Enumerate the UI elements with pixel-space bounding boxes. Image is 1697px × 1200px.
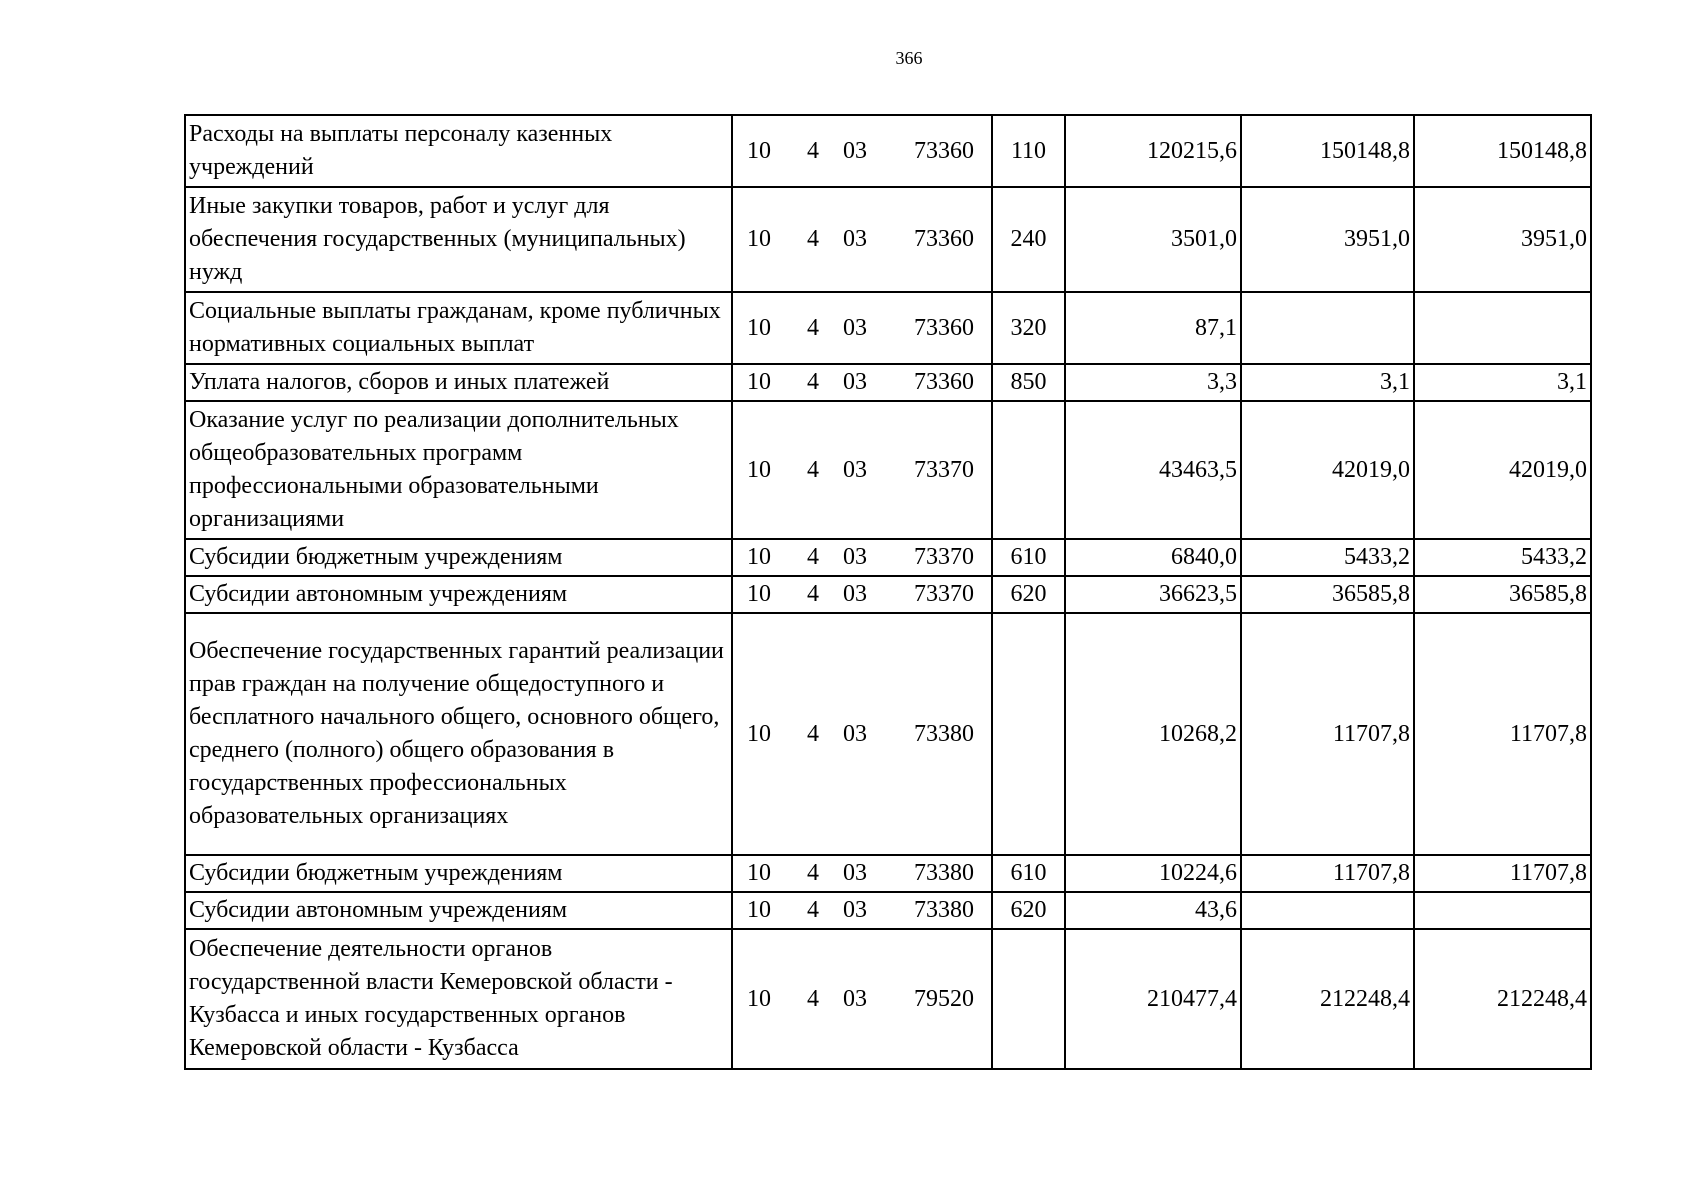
program-code: 4 bbox=[807, 985, 819, 1012]
row-name: Иные закупки товаров, работ и услуг для обеспечения государственных (муниципальных) нужд bbox=[185, 187, 732, 292]
program-code: 4 bbox=[807, 544, 819, 570]
year2-value: 5433,2 bbox=[1241, 539, 1414, 576]
section-code: 10 bbox=[747, 456, 771, 483]
program-code: 4 bbox=[807, 720, 819, 747]
section-code: 10 bbox=[747, 985, 771, 1012]
expense-type-code: 850 bbox=[992, 364, 1065, 401]
section-code: 10 bbox=[747, 860, 771, 886]
year1-value: 3501,0 bbox=[1065, 187, 1241, 292]
year1-value: 36623,5 bbox=[1065, 576, 1241, 613]
row-codes bbox=[732, 187, 992, 292]
year1-value: 10268,2 bbox=[1065, 613, 1241, 855]
year3-value bbox=[1414, 292, 1591, 364]
row-codes bbox=[732, 364, 992, 401]
year1-value: 120215,6 bbox=[1065, 115, 1241, 187]
row-name: Субсидии автономным учреждениям bbox=[185, 892, 732, 929]
row-name: Субсидии бюджетным учреждениям bbox=[185, 855, 732, 892]
subprogram-code: 03 bbox=[843, 985, 867, 1012]
direction-code: 73360 bbox=[914, 314, 974, 341]
direction-code: 79520 bbox=[914, 985, 974, 1012]
year2-value: 3951,0 bbox=[1241, 187, 1414, 292]
section-code: 10 bbox=[747, 137, 771, 164]
direction-code: 73360 bbox=[914, 137, 974, 164]
subprogram-code: 03 bbox=[843, 369, 867, 395]
table-row bbox=[185, 401, 1591, 539]
year1-value: 43,6 bbox=[1065, 892, 1241, 929]
year2-value: 36585,8 bbox=[1241, 576, 1414, 613]
year2-value: 150148,8 bbox=[1241, 115, 1414, 187]
section-code: 10 bbox=[747, 369, 771, 395]
table-row bbox=[185, 115, 1591, 187]
year3-value: 212248,4 bbox=[1414, 929, 1591, 1069]
subprogram-code: 03 bbox=[843, 897, 867, 923]
year3-value bbox=[1414, 892, 1591, 929]
direction-code: 73370 bbox=[914, 456, 974, 483]
section-code: 10 bbox=[747, 720, 771, 747]
table-row bbox=[185, 576, 1591, 613]
row-name: Обеспечение государственных гарантий реализации прав граждан на получение общедоступного и бесплатного начального общего, основного общего, среднего (полного) общего образования в государственных профессиональных образовательных организациях bbox=[185, 613, 732, 855]
year2-value bbox=[1241, 892, 1414, 929]
year1-value: 210477,4 bbox=[1065, 929, 1241, 1069]
row-name: Расходы на выплаты персоналу казенных учреждений bbox=[185, 115, 732, 187]
subprogram-code: 03 bbox=[843, 314, 867, 341]
year2-value bbox=[1241, 292, 1414, 364]
row-name: Оказание услуг по реализации дополнительных общеобразовательных программ профессиональными образовательными организациями bbox=[185, 401, 732, 539]
row-name: Уплата налогов, сборов и иных платежей bbox=[185, 364, 732, 401]
direction-code: 73380 bbox=[914, 897, 974, 923]
row-codes bbox=[732, 401, 992, 539]
row-name: Обеспечение деятельности органов государственной власти Кемеровской области - Кузбасса и иных государственных органов Кемеровской области - Кузбасса bbox=[185, 929, 732, 1069]
table-row bbox=[185, 292, 1591, 364]
year1-value: 87,1 bbox=[1065, 292, 1241, 364]
expense-type-code bbox=[992, 929, 1065, 1069]
row-codes bbox=[732, 539, 992, 576]
program-code: 4 bbox=[807, 314, 819, 341]
expense-type-code bbox=[992, 401, 1065, 539]
budget-table bbox=[184, 114, 1592, 1070]
year3-value: 11707,8 bbox=[1414, 855, 1591, 892]
subprogram-code: 03 bbox=[843, 720, 867, 747]
program-code: 4 bbox=[807, 456, 819, 483]
year3-value: 42019,0 bbox=[1414, 401, 1591, 539]
year3-value: 150148,8 bbox=[1414, 115, 1591, 187]
section-code: 10 bbox=[747, 897, 771, 923]
year2-value: 11707,8 bbox=[1241, 613, 1414, 855]
table-row bbox=[185, 187, 1591, 292]
direction-code: 73370 bbox=[914, 544, 974, 570]
row-codes bbox=[732, 892, 992, 929]
subprogram-code: 03 bbox=[843, 860, 867, 886]
year1-value: 6840,0 bbox=[1065, 539, 1241, 576]
row-name: Социальные выплаты гражданам, кроме публичных нормативных социальных выплат bbox=[185, 292, 732, 364]
subprogram-code: 03 bbox=[843, 544, 867, 570]
subprogram-code: 03 bbox=[843, 456, 867, 483]
table-row bbox=[185, 539, 1591, 576]
direction-code: 73380 bbox=[914, 720, 974, 747]
row-codes bbox=[732, 613, 992, 855]
year3-value: 36585,8 bbox=[1414, 576, 1591, 613]
direction-code: 73370 bbox=[914, 581, 974, 607]
direction-code: 73380 bbox=[914, 860, 974, 886]
year1-value: 3,3 bbox=[1065, 364, 1241, 401]
expense-type-code bbox=[992, 613, 1065, 855]
year3-value: 3,1 bbox=[1414, 364, 1591, 401]
expense-type-code: 610 bbox=[992, 855, 1065, 892]
page-number: 366 bbox=[895, 48, 923, 68]
year2-value: 42019,0 bbox=[1241, 401, 1414, 539]
expense-type-code: 320 bbox=[992, 292, 1065, 364]
year3-value: 5433,2 bbox=[1414, 539, 1591, 576]
program-code: 4 bbox=[807, 860, 819, 886]
year3-value: 11707,8 bbox=[1414, 613, 1591, 855]
year1-value: 10224,6 bbox=[1065, 855, 1241, 892]
program-code: 4 bbox=[807, 897, 819, 923]
expense-type-code: 620 bbox=[992, 576, 1065, 613]
table-row bbox=[185, 929, 1591, 1069]
table-row bbox=[185, 892, 1591, 929]
table-row bbox=[185, 364, 1591, 401]
row-name: Субсидии автономным учреждениям bbox=[185, 576, 732, 613]
table-row bbox=[185, 613, 1591, 855]
year2-value: 3,1 bbox=[1241, 364, 1414, 401]
row-codes bbox=[732, 292, 992, 364]
row-codes bbox=[732, 576, 992, 613]
table-row bbox=[185, 855, 1591, 892]
subprogram-code: 03 bbox=[843, 581, 867, 607]
subprogram-code: 03 bbox=[843, 137, 867, 164]
program-code: 4 bbox=[807, 226, 819, 252]
row-name: Субсидии бюджетным учреждениям bbox=[185, 539, 732, 576]
section-code: 10 bbox=[747, 314, 771, 341]
year3-value: 3951,0 bbox=[1414, 187, 1591, 292]
program-code: 4 bbox=[807, 581, 819, 607]
expense-type-code: 610 bbox=[992, 539, 1065, 576]
table-body bbox=[185, 115, 1591, 1069]
row-codes bbox=[732, 855, 992, 892]
direction-code: 73360 bbox=[914, 226, 974, 252]
subprogram-code: 03 bbox=[843, 226, 867, 252]
year1-value: 43463,5 bbox=[1065, 401, 1241, 539]
year2-value: 11707,8 bbox=[1241, 855, 1414, 892]
expense-type-code: 110 bbox=[992, 115, 1065, 187]
direction-code: 73360 bbox=[914, 369, 974, 395]
section-code: 10 bbox=[747, 581, 771, 607]
year2-value: 212248,4 bbox=[1241, 929, 1414, 1069]
row-codes bbox=[732, 929, 992, 1069]
expense-type-code: 240 bbox=[992, 187, 1065, 292]
program-code: 4 bbox=[807, 369, 819, 395]
row-codes bbox=[732, 115, 992, 187]
program-code: 4 bbox=[807, 137, 819, 164]
section-code: 10 bbox=[747, 544, 771, 570]
expense-type-code: 620 bbox=[992, 892, 1065, 929]
section-code: 10 bbox=[747, 226, 771, 252]
